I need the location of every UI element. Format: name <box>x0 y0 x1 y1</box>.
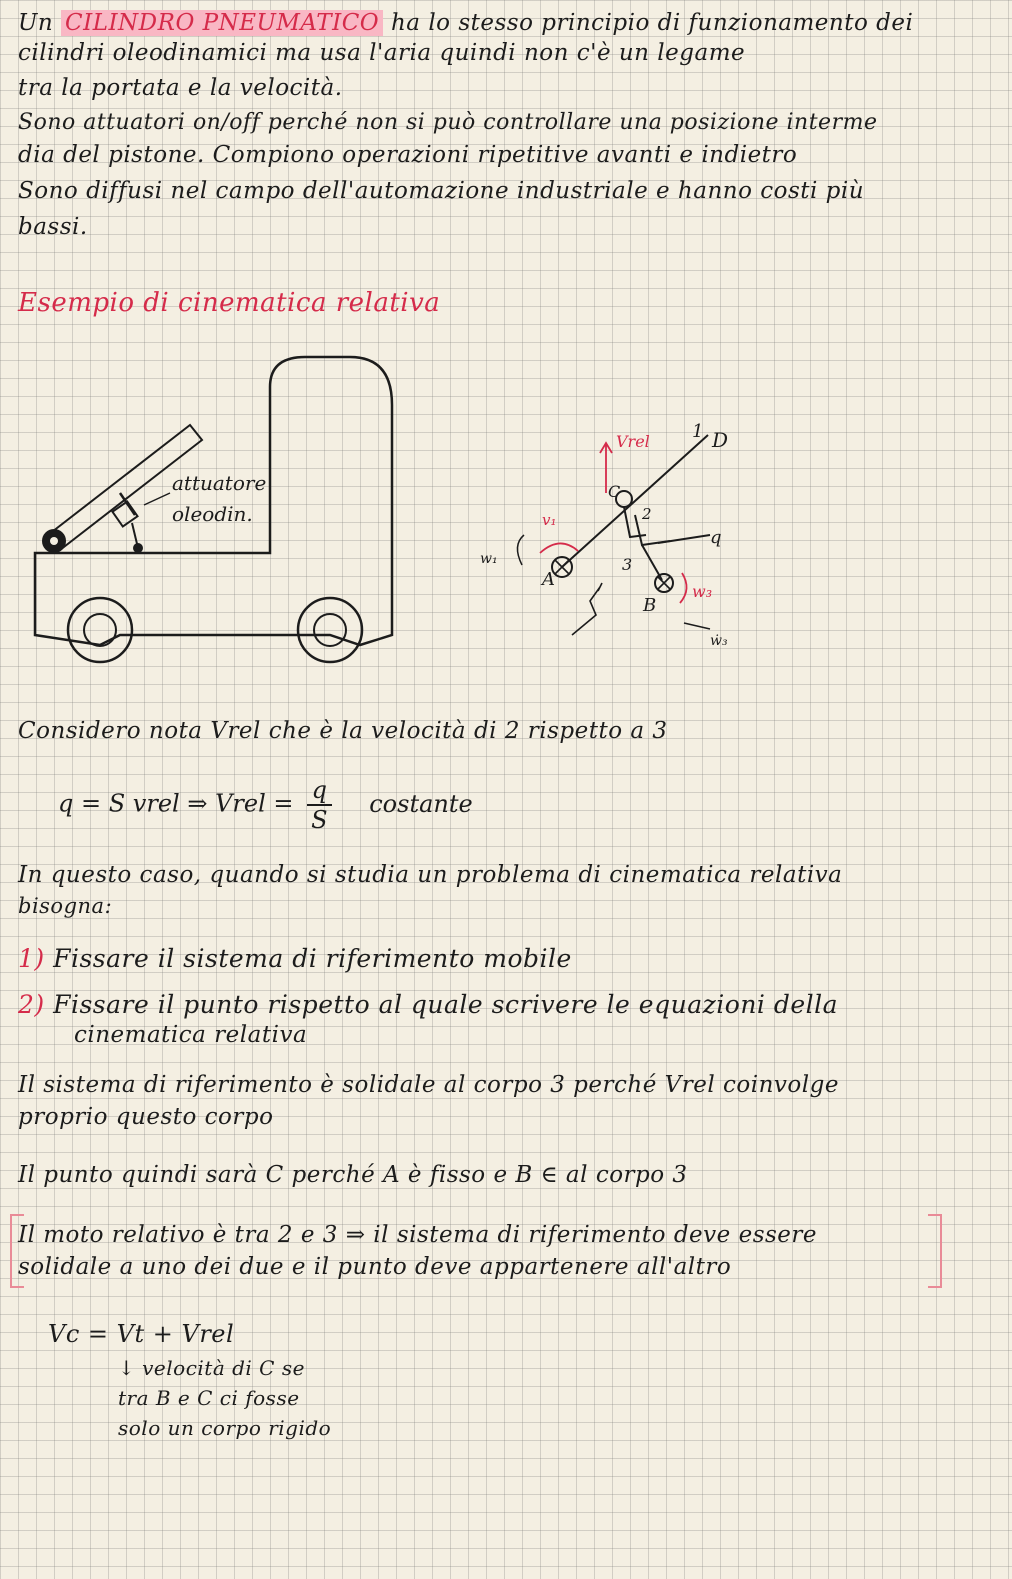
rear-wheel <box>298 598 362 662</box>
fraction-den: S <box>311 806 328 834</box>
joint-a-cross <box>555 560 569 574</box>
body-line-4: Il sistema di riferimento è solidale al corpo 3 perché Vrel coinvolge <box>18 1072 839 1098</box>
body-line-8: solidale a uno dei due e il punto deve appartenere all'altro <box>18 1254 732 1280</box>
note-line-3: solo un corpo rigido <box>118 1416 332 1440</box>
link-1 <box>562 435 708 567</box>
actuator-label-2: oleodin. <box>172 502 253 526</box>
body-3-label: 3 <box>622 555 633 574</box>
intro-line-3: tra la portata e la velocità. <box>18 75 343 101</box>
intro-line-5: dia del pistone. Compiono operazioni ripetitive avanti e indietro <box>18 142 798 168</box>
intro-text: ha lo stesso principio di funzionamento dei <box>390 10 914 36</box>
body-line-1: Considero nota Vrel che è la velocità di 2 rispetto a 3 <box>18 718 668 744</box>
note-line-2: tra B e C ci fosse <box>118 1386 300 1410</box>
body-line-6: Il punto quindi sarà C perché A è fisso e B ∈ al corpo 3 <box>18 1162 688 1188</box>
w3-dot-label: ẇ₃ <box>710 633 728 649</box>
intro-line-6: Sono diffusi nel campo dell'automazione industriale e hanno costi più <box>18 178 865 204</box>
section-heading: Esempio di cinematica relativa <box>18 288 441 318</box>
step-1-text: Fissare il sistema di riferimento mobile <box>53 944 572 973</box>
step-2-number: 2) <box>18 990 45 1019</box>
joint-b-cross <box>658 577 670 589</box>
link-1-label: 1 <box>692 421 704 442</box>
point-a-label: A <box>542 569 555 590</box>
equation-1-left: q = S vrel ⇒ Vrel = <box>58 789 294 818</box>
step-2-continuation: cinematica relativa <box>74 1022 308 1048</box>
truck-body-outline <box>35 357 392 645</box>
equation-1 <box>58 776 473 834</box>
body-2-label: 2 <box>642 505 652 523</box>
step-1 <box>18 944 572 973</box>
note-line-1: ↓ velocità di C se <box>118 1356 305 1380</box>
w1-arc <box>540 543 578 553</box>
rear-wheel-hub <box>314 614 346 646</box>
reference-axes <box>572 583 602 635</box>
step-1-number: 1) <box>18 944 45 973</box>
equation-2: Vc = Vt + Vrel <box>48 1320 235 1348</box>
actuator-label-1: attuatore <box>172 471 267 495</box>
vrel-label: Vrel <box>616 432 650 451</box>
point-b-label: B <box>643 595 657 616</box>
q-label: q <box>710 527 722 548</box>
body-line-3: bisogna: <box>18 894 113 918</box>
w1-dot-label: w₁ <box>480 551 498 567</box>
point-c-label: C <box>608 482 621 501</box>
intro-line-7: bassi. <box>18 214 88 240</box>
mechanism-figure <box>470 415 760 655</box>
fraction <box>307 776 331 834</box>
front-wheel-hub <box>84 614 116 646</box>
step-2 <box>18 990 838 1019</box>
intro-line-1 <box>18 10 913 36</box>
note-bracket-right <box>928 1214 942 1288</box>
point-d-label: D <box>712 428 729 452</box>
highlighted-term: CILINDRO PNEUMATICO <box>61 10 383 36</box>
front-wheel <box>68 598 132 662</box>
w3-arc <box>680 573 687 603</box>
intro-word: Un <box>18 10 54 36</box>
w3-label: w₃ <box>692 582 713 601</box>
w1-label: v₁ <box>542 511 557 529</box>
w1-dot-arc <box>517 535 524 565</box>
fraction-num: q <box>307 776 331 806</box>
body-line-7: Il moto relativo è tra 2 e 3 ⇒ il sistema di riferimento deve essere <box>18 1222 818 1248</box>
equation-1-right: costante <box>369 789 473 818</box>
label-pointer <box>144 493 170 505</box>
body-line-2: In questo caso, quando si studia un problema di cinematica relativa <box>18 862 843 888</box>
intro-line-4: Sono attuatori on/off perché non si può controllare una posizione interme <box>18 110 878 135</box>
body-line-5: proprio questo corpo <box>18 1104 274 1130</box>
step-2-text: Fissare il punto rispetto al quale scrivere le equazioni della <box>53 990 839 1019</box>
crane-pivot-inner <box>50 537 58 545</box>
q-line <box>658 535 710 543</box>
w3-dot-arc <box>684 623 710 629</box>
truck-figure <box>20 345 440 685</box>
intro-line-2: cilindri oleodinamici ma usa l'aria quindi non c'è un legame <box>18 40 746 66</box>
